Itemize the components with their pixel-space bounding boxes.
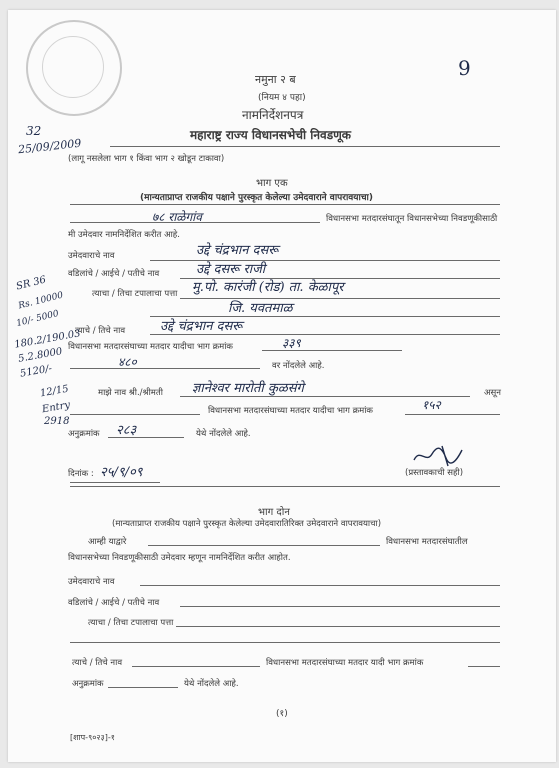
part2-address-line-2 bbox=[70, 642, 500, 643]
proposer-roll-text: विधानसभा मतदारसंघाच्या मतदार यादीचा भाग क्रमांक bbox=[208, 406, 373, 416]
part2-candidate-label: उमेदवाराचे नाव bbox=[68, 577, 115, 587]
serial-suffix: वर नोंदलेले आहे. bbox=[272, 361, 325, 371]
serial-value: ४८० bbox=[118, 355, 137, 369]
his-name-value: उद्दे चंद्रभान दसरू bbox=[160, 319, 243, 334]
date-value: २५/९/०९ bbox=[100, 465, 143, 480]
part1-heading: भाग एक bbox=[256, 178, 288, 189]
signature-label: (प्रस्तावकाची सही) bbox=[405, 468, 464, 478]
document-title: नामनिर्देशनपत्र bbox=[242, 108, 304, 122]
part2-constituency-text: विधानसभा मतदारसंघातील bbox=[386, 537, 468, 547]
margin-note: SR 36 bbox=[15, 274, 48, 293]
part2-constituency-line bbox=[148, 545, 380, 546]
address-label: त्याचा / तिचा टपालाचा पत्ता bbox=[92, 289, 178, 299]
proposer-name-label: माझे नाव श्री./श्रीमती bbox=[98, 388, 163, 398]
part2-we-label: आम्ही याद्वारे bbox=[88, 537, 127, 547]
roll-part-value: ३३९ bbox=[282, 336, 301, 350]
address-value-1: मु.पो. कारंजी (रोड) ता. केळापूर bbox=[192, 280, 344, 295]
constituency-value: ७८ राळेगांव bbox=[152, 210, 202, 224]
margin-note: 180.2/190.03 bbox=[13, 328, 82, 351]
part2-roll-text: विधानसभा मतदारसंघाच्या मतदार यादी भाग क्रमांक bbox=[266, 658, 424, 668]
serial-line bbox=[70, 368, 260, 369]
margin-note: 2918 bbox=[44, 416, 70, 427]
part2-serial-suffix: येथे नोंदलेले आहे. bbox=[184, 679, 239, 689]
part2-serial-line bbox=[108, 687, 178, 688]
margin-note: Rs. 10000 bbox=[17, 290, 65, 312]
instruction-text: (लागू नसलेला भाग १ किंवा भाग २ खोडून टाकावा) bbox=[68, 154, 225, 164]
part1-rule bbox=[70, 204, 500, 205]
part2-candidate-line bbox=[140, 585, 500, 586]
proposer-serial-value: २८३ bbox=[116, 423, 137, 438]
received-date: 25/09/2009 bbox=[17, 136, 82, 157]
margin-note: 5120/- bbox=[19, 363, 53, 380]
proposer-serial-label: अनुक्रमांक bbox=[68, 429, 100, 439]
margin-note: 5.2.8000 bbox=[17, 346, 64, 365]
date-line bbox=[70, 482, 160, 483]
part1-end-rule bbox=[70, 486, 500, 487]
proposer-suffix: असून bbox=[484, 388, 501, 398]
part2-heading: भाग दोन bbox=[258, 507, 290, 518]
proposer-serial-suffix: येथे नोंदलेले आहे. bbox=[196, 429, 251, 439]
father-name-label: वडिलांचे / आईचे / पतीचे नाव bbox=[68, 269, 160, 279]
part2-roll-line bbox=[468, 666, 500, 667]
part2-subheading: (मान्यताप्राप्त राजकीय पक्षाने पुरस्कृत केलेल्या उमेदवारातिरिक्त उमेदवाराने वापरावयाचा) bbox=[112, 519, 382, 529]
candidate-name-label: उमेदवाराचे नाव bbox=[68, 251, 115, 261]
office-seal bbox=[26, 20, 122, 116]
roll-part-label: विधानसभा मतदारसंघाच्या मतदार यादीचा भाग क्रमांक bbox=[68, 342, 233, 352]
print-reference: [शाप-९०२३]-१ bbox=[70, 733, 115, 742]
election-title: महाराष्ट्र राज्य विधानसभेची निवडणूक bbox=[190, 128, 352, 142]
part2-address-line-1 bbox=[176, 626, 500, 627]
nominate-text: मी उमेदवार नामनिर्देशित करीत आहे. bbox=[68, 230, 180, 240]
proposer-roll-value: १५२ bbox=[422, 398, 441, 412]
candidate-name-value: उद्दे चंद्रभान दसरू bbox=[196, 243, 279, 258]
proposer-name-value: ज्ञानेश्वर मारोती कुळसंगे bbox=[192, 381, 304, 396]
page-mark: 9 bbox=[458, 56, 471, 80]
his-name-line bbox=[150, 334, 500, 335]
proposer-roll-line bbox=[405, 414, 500, 415]
part1-subheading: (मान्यताप्राप्त राजकीय पक्षाने पुरस्कृत केलेल्या उमेदवाराने वापरावयाचा) bbox=[140, 193, 373, 203]
date-label: दिनांक : bbox=[68, 469, 94, 479]
part2-his-name-label: त्याचे / तिचे नाव bbox=[72, 658, 123, 668]
rule-reference: (नियम ४ पहा) bbox=[258, 93, 306, 103]
margin-note: 12/15 bbox=[39, 383, 70, 400]
part2-father-line bbox=[180, 606, 500, 607]
father-name-value: उद्दे दसरू राजी bbox=[196, 262, 266, 277]
part2-address-label: त्याचा / तिचा टपालाचा पत्ता bbox=[88, 618, 174, 628]
part2-his-name-line bbox=[132, 666, 260, 667]
his-name-label: त्याचे / तिचे नाव bbox=[75, 326, 126, 336]
part2-serial-label: अनुक्रमांक bbox=[72, 679, 104, 689]
received-number: 32 bbox=[26, 124, 42, 138]
part2-nominate-text: विधानसभेच्या निवडणूकीसाठी उमेदवार म्हणून नामनिर्देशित करीत आहोत. bbox=[68, 553, 291, 563]
address-value-2: जि. यवतमाळ bbox=[228, 301, 293, 316]
margin-note: Entry bbox=[41, 399, 71, 416]
title-rule bbox=[110, 146, 500, 147]
margin-note: 10/- 5000 bbox=[15, 308, 60, 330]
part2-father-label: वडिलांचे / आईचे / पतीचे नाव bbox=[68, 598, 160, 608]
proposer-constituency-line bbox=[70, 414, 200, 415]
page-number: (१) bbox=[276, 709, 288, 719]
constituency-text: विधानसभा मतदारसंघातून विधानसभेच्या निवडणूकीसाठी bbox=[326, 214, 498, 224]
form-number: नमुना २ ब bbox=[255, 73, 296, 86]
